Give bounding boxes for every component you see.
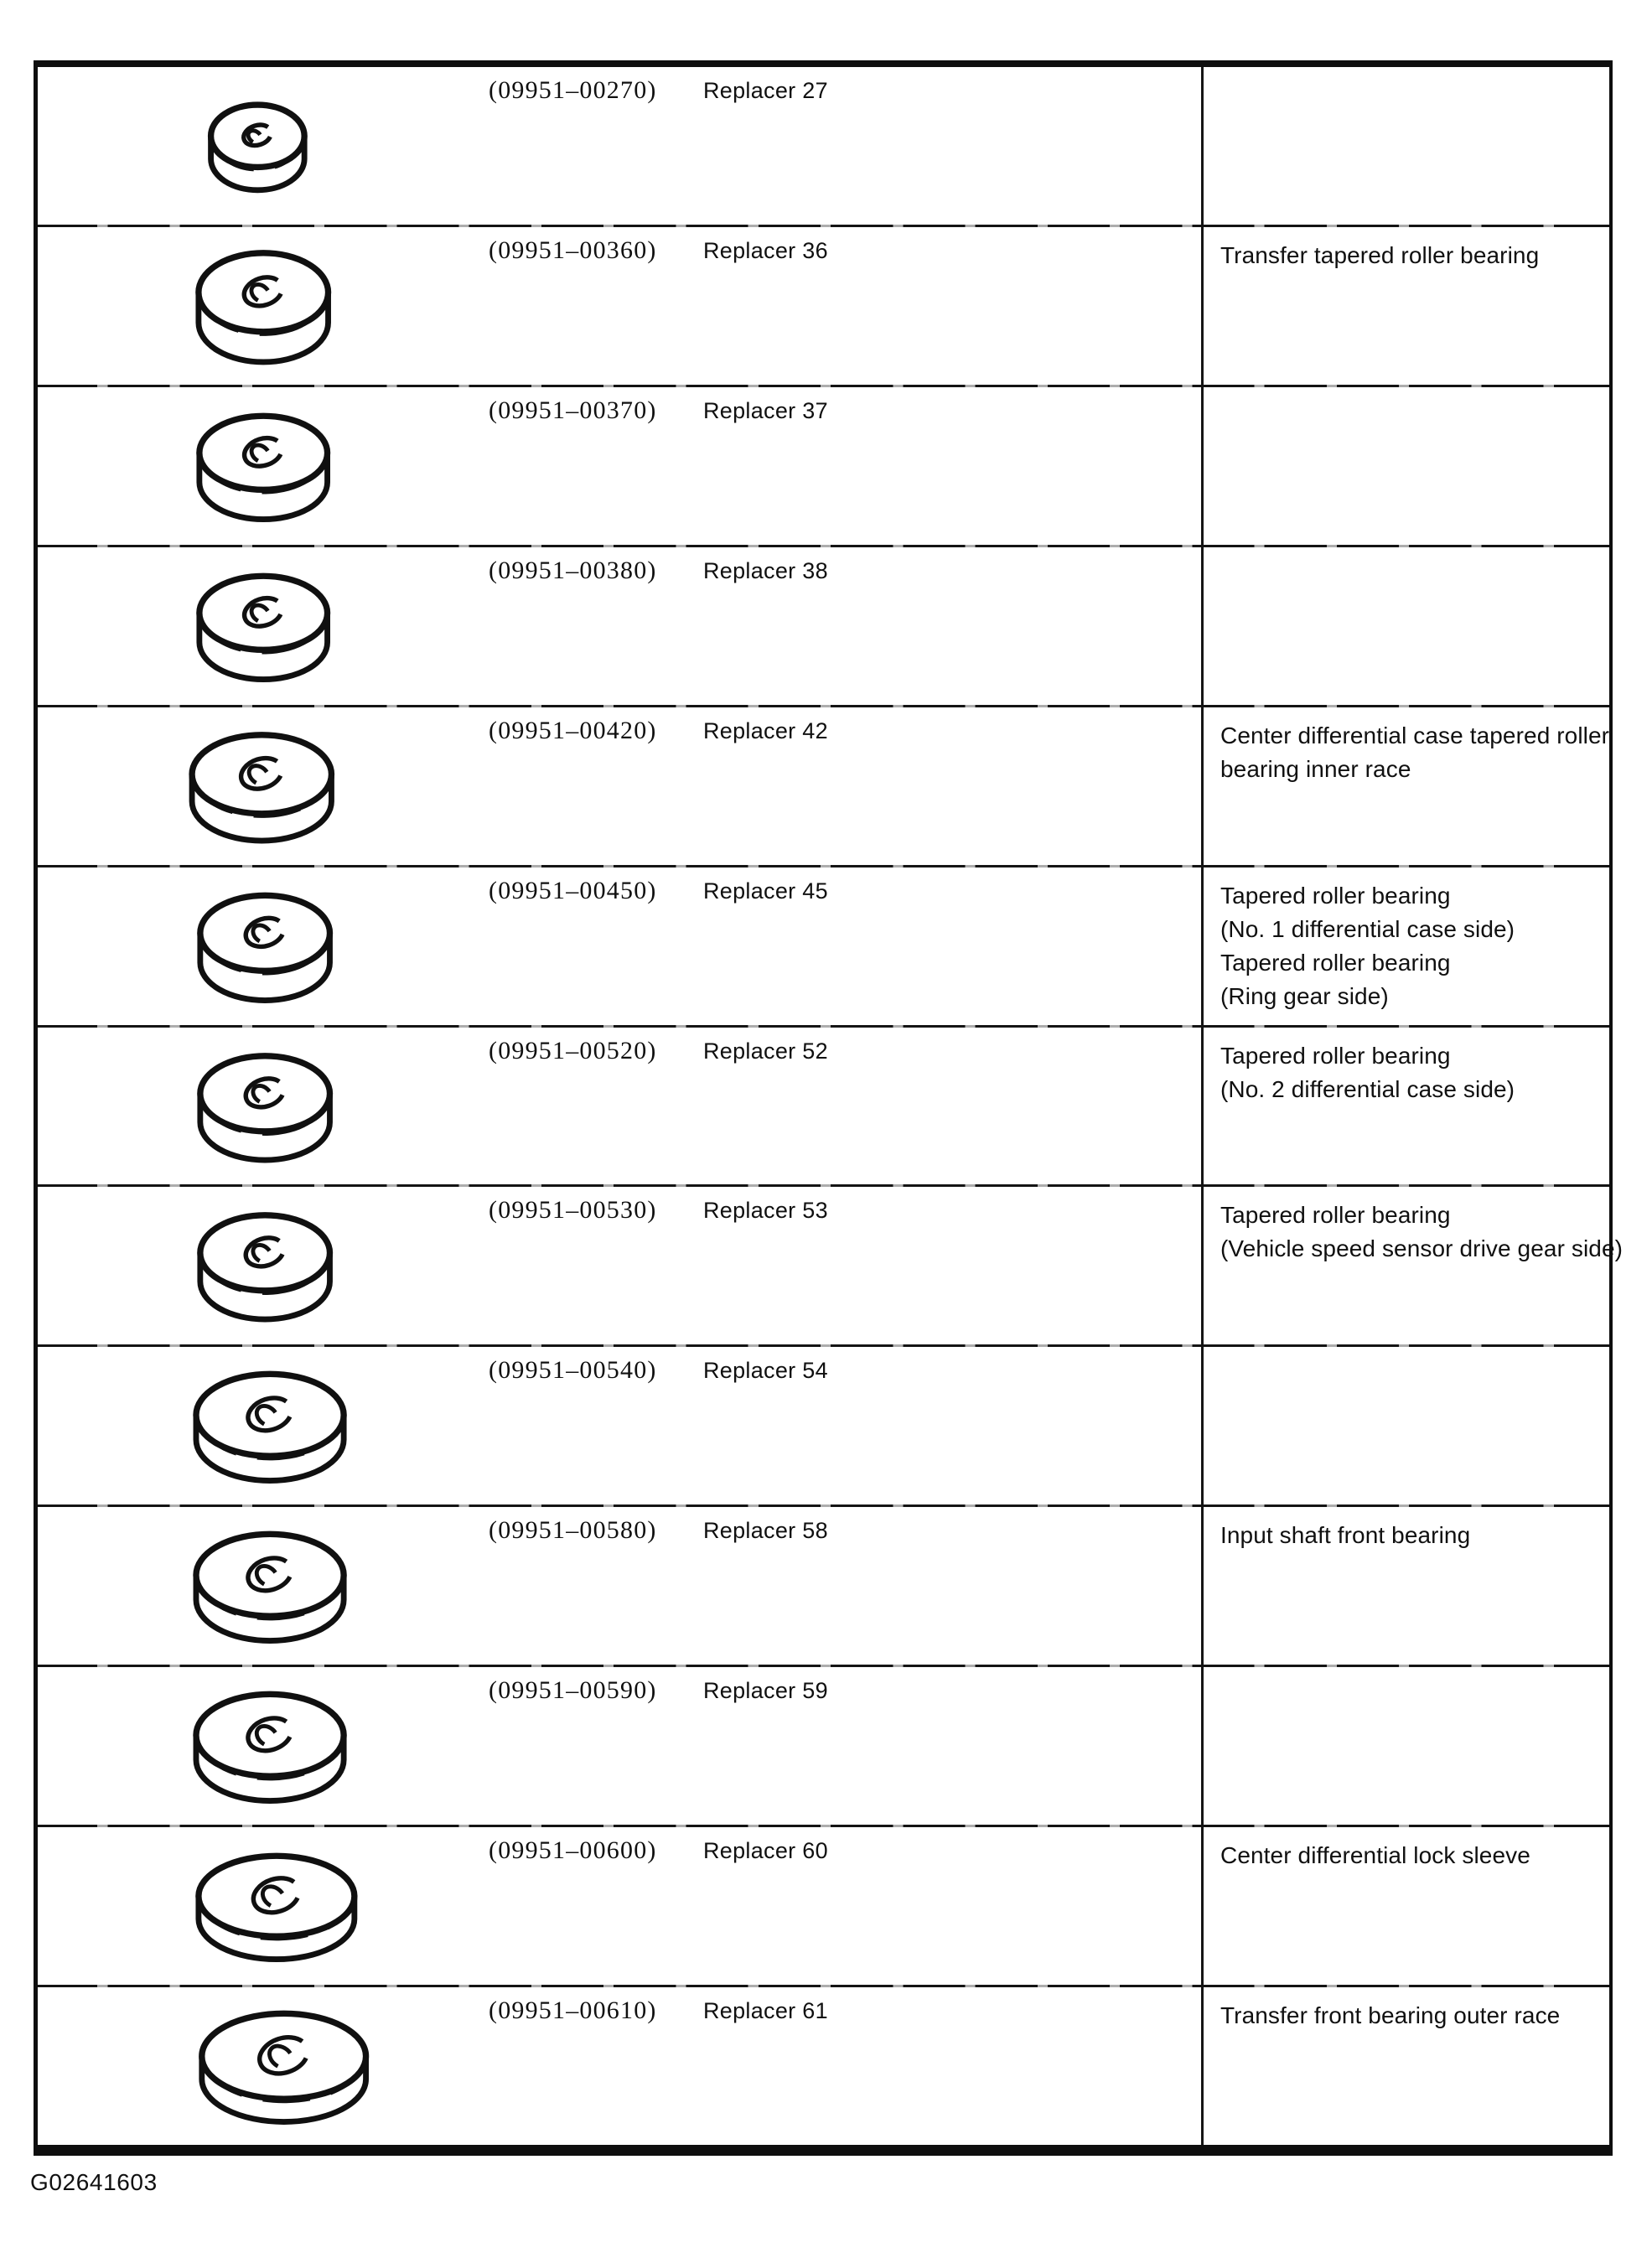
description-line: Center differential case tapered roller xyxy=(1220,722,1610,748)
description-line: (Ring gear side) xyxy=(1220,982,1389,1009)
description-cell xyxy=(1201,67,1609,225)
description-cell xyxy=(1201,707,1614,865)
tool-name: Replacer 58 xyxy=(703,1518,828,1544)
tool-name: Replacer 36 xyxy=(703,237,828,263)
description-cell xyxy=(1201,1028,1609,1185)
tool-name: Replacer 54 xyxy=(703,1358,828,1384)
description-line: Tapered roller bearing xyxy=(1220,882,1451,909)
description-line: (No. 2 differential case side) xyxy=(1220,1075,1515,1102)
description-cell xyxy=(1201,1507,1609,1665)
tool-cell xyxy=(38,1347,1201,1504)
description-cell xyxy=(1201,227,1609,385)
part-number: (09951–00600) xyxy=(489,1836,657,1865)
part-number: (09951–00370) xyxy=(489,396,657,424)
tool-cell xyxy=(38,1187,1201,1344)
part-number: (09951–00380) xyxy=(489,556,657,584)
tool-cell xyxy=(38,387,1201,545)
table-row xyxy=(38,1025,1609,1185)
table-row xyxy=(38,545,1609,705)
description-line: Input shaft front bearing xyxy=(1220,1522,1471,1549)
part-number: (09951–00360) xyxy=(489,236,657,264)
tool-name: Replacer 37 xyxy=(703,397,828,423)
part-number: (09951–00610) xyxy=(489,1996,657,2025)
description-line: Center differential lock sleeve xyxy=(1220,1842,1530,1869)
part-number: (09951–00450) xyxy=(489,876,657,904)
tool-cell xyxy=(38,67,1201,225)
tool-name: Replacer 59 xyxy=(703,1678,828,1704)
figure-id: G02641603 xyxy=(30,2169,158,2195)
tool-cell xyxy=(38,547,1201,705)
table-row xyxy=(38,1985,1609,2145)
description-cell xyxy=(1201,1187,1628,1344)
description-line: Tapered roller bearing xyxy=(1220,949,1451,976)
table-row xyxy=(38,1504,1609,1665)
part-number: (09951–00520) xyxy=(489,1036,657,1064)
tool-cell xyxy=(38,227,1201,385)
table-row xyxy=(38,385,1609,545)
part-number: (09951–00580) xyxy=(489,1516,657,1545)
description-line: (Vehicle speed sensor drive gear side) xyxy=(1220,1235,1624,1262)
table-row xyxy=(38,1825,1609,1985)
table-row xyxy=(38,67,1609,225)
description-cell xyxy=(1201,547,1609,705)
table-row xyxy=(38,1665,1609,1825)
description-line: Transfer tapered roller bearing xyxy=(1220,241,1540,268)
tool-cell xyxy=(38,1987,1201,2145)
tool-name: Replacer 42 xyxy=(703,717,828,743)
tool-name: Replacer 61 xyxy=(703,1998,828,2024)
description-cell xyxy=(1201,1667,1609,1825)
description-cell xyxy=(1201,1347,1609,1504)
tool-cell xyxy=(38,1507,1201,1665)
tool-cell xyxy=(38,1028,1201,1185)
description-cell xyxy=(1201,1987,1609,2145)
part-number: (09951–00420) xyxy=(489,716,657,744)
tool-name: Replacer 38 xyxy=(703,557,828,583)
description-cell xyxy=(1201,867,1609,1025)
tool-cell xyxy=(38,1827,1201,1985)
table-row xyxy=(38,1344,1609,1504)
description-line: (No. 1 differential case side) xyxy=(1220,915,1515,942)
tool-name: Replacer 60 xyxy=(703,1838,828,1864)
tool-cell xyxy=(38,707,1201,865)
tool-name: Replacer 27 xyxy=(703,78,828,103)
tool-name: Replacer 52 xyxy=(703,1038,828,1064)
table-row xyxy=(38,1184,1624,1344)
table-row xyxy=(38,705,1609,865)
table-row xyxy=(38,865,1609,1025)
description-line: Transfer front bearing outer race xyxy=(1220,2002,1561,2029)
tool-cell xyxy=(38,1667,1201,1825)
part-number: (09951–00540) xyxy=(489,1356,657,1385)
tool-cell xyxy=(38,867,1201,1025)
part-number: (09951–00270) xyxy=(489,76,657,104)
part-number: (09951–00590) xyxy=(489,1676,657,1705)
description-line: Tapered roller bearing xyxy=(1220,1202,1451,1229)
tool-name: Replacer 45 xyxy=(703,878,828,904)
description-cell xyxy=(1201,387,1609,545)
description-line: bearing inner race xyxy=(1220,755,1411,782)
table-row xyxy=(38,225,1609,385)
part-number: (09951–00530) xyxy=(489,1196,657,1225)
tool-name: Replacer 53 xyxy=(703,1198,828,1224)
description-line: Tapered roller bearing xyxy=(1220,1042,1451,1069)
description-cell xyxy=(1201,1827,1609,1985)
sst-table xyxy=(34,60,1624,2156)
